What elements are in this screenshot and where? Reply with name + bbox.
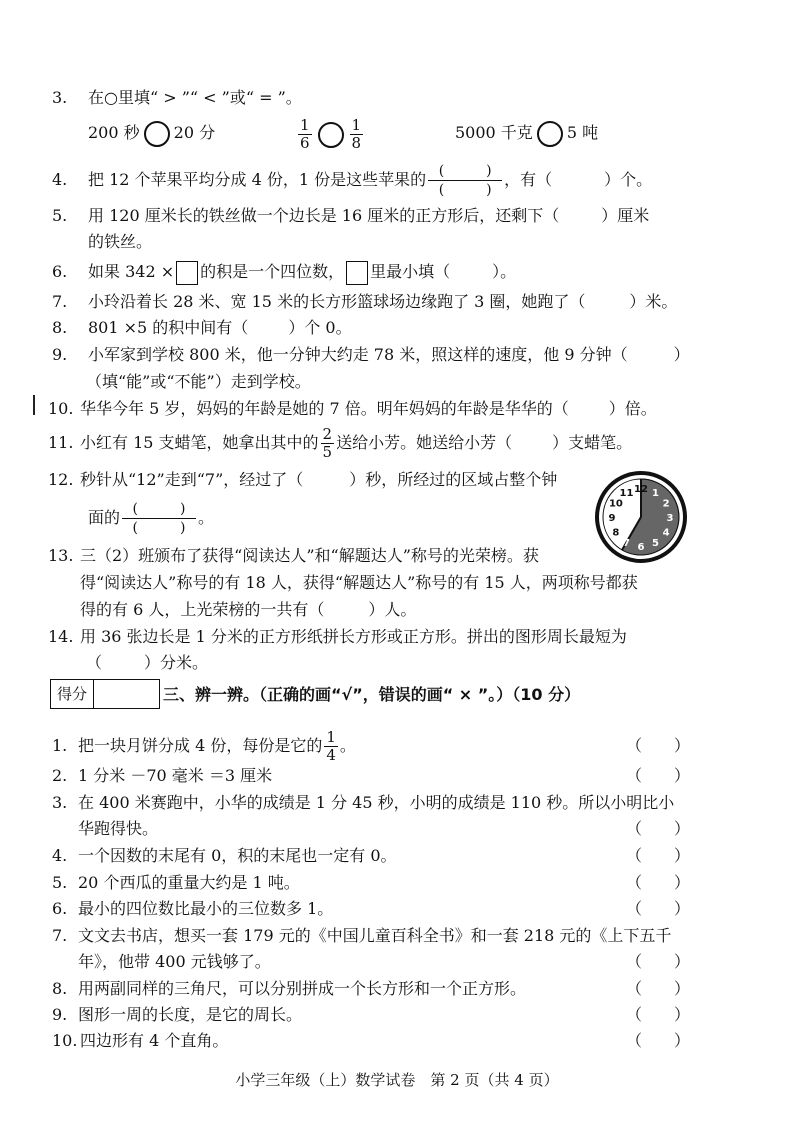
question-text-cont: 面的 ( ) ( ) 。 (88, 501, 215, 536)
question-number: 4. (52, 170, 68, 189)
question-text: 小军家到学校 800 米，他一分钟大约走 78 米，照这样的速度，他 9 分钟（ ） (88, 345, 690, 364)
judge-text: 文文去书店，想买一套 179 元的《中国儿童百科全书》和一套 218 元的《上下五千 (78, 926, 672, 945)
answer-parentheses[interactable]: （ ） (626, 873, 691, 892)
question-number: 12. (48, 470, 74, 489)
question-number: 11. (48, 433, 74, 452)
clock-number: 9 (608, 513, 616, 524)
compare-circle[interactable] (318, 122, 344, 148)
question-text: 如果 342 × 的积是一个四位数， 里最小填（ ）。 (88, 259, 516, 285)
judge-text: 用两副同样的三角尺，可以分别拼成一个长方形和一个正方形。 (78, 979, 527, 998)
question-number: 8. (52, 318, 68, 337)
judge-text: 最小的四位数比最小的三位数多 1。 (78, 899, 334, 918)
answer-parentheses[interactable]: （ ） (626, 1005, 691, 1024)
question-number: 5. (52, 206, 68, 225)
clock-number: 12 (634, 484, 648, 495)
judge-text-cont: 华跑得快。 (78, 819, 159, 838)
clock-number: 8 (612, 527, 620, 539)
judge-number: 5. (52, 873, 68, 892)
digit-box[interactable] (176, 261, 198, 285)
answer-fraction-blank[interactable]: ( ) ( ) (122, 500, 196, 537)
question-text: 小红有 15 支蜡笔，她拿出其中的 $\frac{2}{5}$ 送给小芳。她送给小芳（ ）支蜡笔。 (80, 425, 633, 461)
question-text: 三（2）班颁布了获得“阅读达人”和“解题达人”称号的光荣榜。获 (80, 546, 539, 565)
judge-text: 1 分米 －70 毫米 ＝3 厘米 (78, 766, 273, 785)
answer-parentheses[interactable]: （ ） (626, 899, 691, 918)
answer-parentheses[interactable]: （ ） (626, 766, 691, 785)
question-text: 801 ×5 的积中间有（ ）个 0。 (88, 318, 352, 337)
judge-number: 9. (52, 1005, 68, 1024)
compare-item-1 (88, 120, 215, 147)
margin-mark (33, 395, 35, 415)
fraction: $\frac{1}{4}$ (326, 728, 336, 764)
question-number: 7. (52, 292, 68, 311)
compare-item-3 (455, 120, 598, 147)
question-number: 10. (48, 399, 74, 418)
score-box (50, 679, 160, 709)
answer-fraction-blank[interactable]: ( ) ( ) (428, 162, 502, 199)
clock-number: 7 (623, 538, 630, 550)
question-text: 在○里填“ > ”“ < ”或“ = ”。 (88, 88, 302, 107)
question-text: 秒针从“12”走到“7”，经过了（ ）秒，所经过的区域占整个钟 (80, 470, 558, 489)
judge-number: 10. (52, 1031, 78, 1050)
question-text-cont: 得“阅读达人”称号的有 18 人，获得“解题达人”称号的有 15 人，两项称号都获 (80, 573, 638, 592)
clock-number: 1 (652, 487, 659, 499)
question-number: 6. (52, 262, 68, 281)
clock-number: 5 (652, 538, 659, 550)
question-text: 用 36 张边长是 1 分米的正方形纸拼长方形或正方形。拼出的图形周长最短为 (80, 627, 627, 646)
answer-parentheses[interactable]: （ ） (626, 846, 691, 865)
question-text-cont: 得的有 6 人，上光荣榜的一共有（ ）人。 (80, 600, 417, 619)
judge-text: 把一块月饼分成 4 份，每份是它的 $\frac{1}{4}$ 。 (78, 728, 356, 764)
score-field[interactable] (94, 680, 159, 708)
score-label: 得分 (51, 680, 94, 708)
compare-left: 5000 千克 (455, 123, 533, 142)
clock-number: 10 (608, 498, 623, 510)
answer-parentheses[interactable]: （ ） (626, 952, 691, 971)
clock-number: 6 (637, 542, 645, 553)
judge-text: 一个因数的末尾有 0，积的末尾也一定有 0。 (78, 846, 397, 865)
compare-right: 20 分 (173, 123, 216, 142)
judge-text-cont: 年》，他带 400 元钱够了。 (78, 952, 271, 971)
answer-parentheses[interactable]: （ ） (626, 819, 691, 838)
question-text-cont: （填“能”或“不能”）走到学校。 (86, 372, 311, 391)
clock-number: 2 (662, 498, 670, 510)
question-number: 13. (48, 546, 74, 565)
judge-number: 4. (52, 846, 68, 865)
question-text-cont: （ ）分米。 (86, 653, 209, 672)
compare-circle[interactable] (144, 121, 170, 147)
answer-parentheses[interactable]: （ ） (626, 1031, 691, 1050)
digit-box[interactable] (346, 261, 368, 285)
question-text: 把 12 个苹果平均分成 4 份，1 份是这些苹果的 ( ) ( ) ，有（ ）个。 (88, 163, 653, 198)
compare-circle[interactable] (537, 121, 563, 147)
question-text-cont: 的铁丝。 (88, 232, 153, 251)
clock-number: 3 (666, 513, 674, 524)
judge-number: 8. (52, 979, 68, 998)
question-number: 9. (52, 345, 68, 364)
judge-number: 3. (52, 793, 68, 812)
clock-figure (594, 470, 688, 564)
section-title: 三、辨一辨。（正确的画“√”，错误的画“ × ”。）（10 分） (163, 685, 581, 704)
fraction: $\frac{1}{8}$ (351, 116, 362, 152)
fraction: $\frac{2}{5}$ (322, 425, 333, 461)
clock-number: 4 (662, 527, 670, 539)
judge-text: 四边形有 4 个直角。 (80, 1031, 229, 1050)
judge-text: 图形一周的长度，是它的周长。 (78, 1005, 303, 1024)
question-number: 3. (52, 88, 68, 107)
judge-number: 1. (52, 736, 68, 755)
answer-parentheses[interactable]: （ ） (626, 736, 691, 755)
judge-text: 在 400 米赛跑中，小华的成绩是 1 分 45 秒，小明的成绩是 110 秒。所以小明比小 (78, 793, 675, 812)
answer-parentheses[interactable]: （ ） (626, 979, 691, 998)
fraction: $\frac{1}{6}$ (300, 116, 310, 152)
compare-right: 5 吨 (566, 123, 599, 142)
clock-number: 11 (619, 487, 634, 499)
question-text: 小玲沿着长 28 米、宽 15 米的长方形篮球场边缘跑了 3 圈，她跑了（ ）米。 (88, 292, 678, 311)
judge-number: 7. (52, 926, 68, 945)
judge-number: 6. (52, 899, 68, 918)
question-text: 华华今年 5 岁，妈妈的年龄是她的 7 倍。明年妈妈的年龄是华华的（ ）倍。 (80, 399, 657, 418)
page-footer: 小学三年级（上）数学试卷 第 2 页（共 4 页） (235, 1071, 559, 1089)
judge-number: 2. (52, 766, 68, 785)
judge-text: 20 个西瓜的重量大约是 1 吨。 (78, 873, 300, 892)
question-text: 用 120 厘米长的铁丝做一个边长是 16 厘米的正方形后，还剩下（ ）厘米 (88, 206, 650, 225)
compare-item-2 (296, 114, 365, 154)
question-number: 14. (48, 627, 74, 646)
compare-left: 200 秒 (88, 123, 140, 142)
